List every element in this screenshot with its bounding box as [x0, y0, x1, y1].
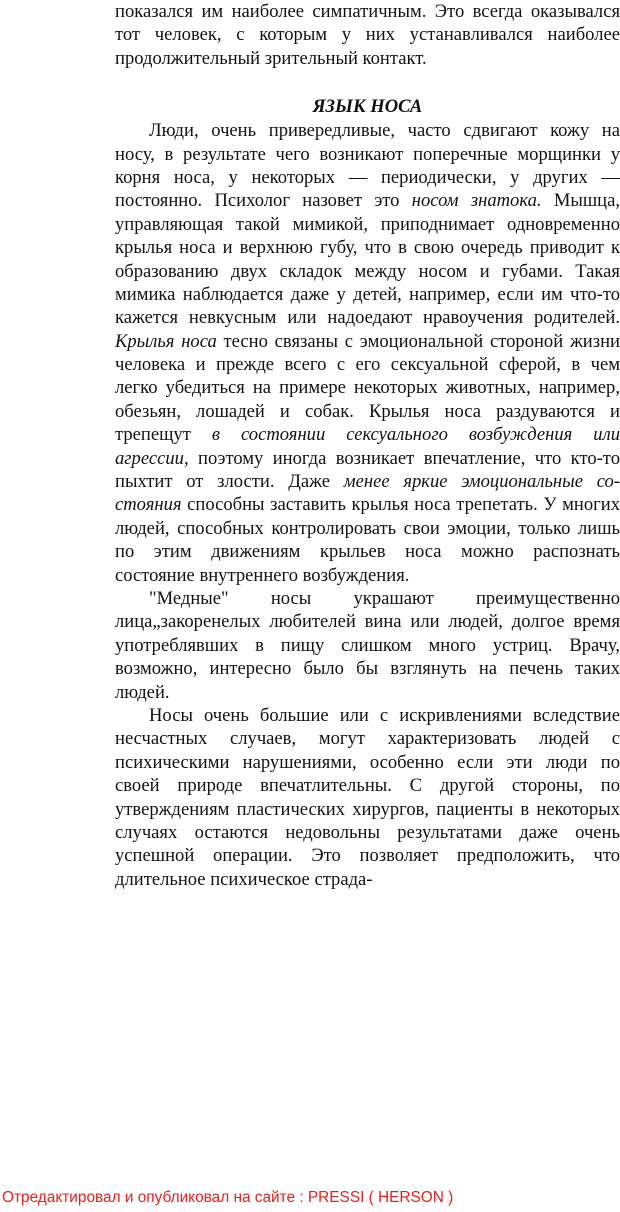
text-line: людей.: [115, 681, 170, 703]
section-heading: ЯЗЫК НОСА: [312, 96, 423, 118]
text-line: агрессии, поэтому иногда возникает впечатление, что кто-то: [115, 447, 620, 469]
text-line: корня носа, у некоторых — периодически, у других —: [115, 166, 620, 188]
paragraph-3: [115, 704, 620, 891]
text-line: тот человек, с которым у них устанавливался наиболее: [115, 24, 620, 46]
text-line: легко убедиться на примере некоторых животных, например,: [115, 377, 620, 399]
text-line: успешной операции. Это позволяет предположить, что: [115, 845, 620, 867]
text-line: кажется невкусным или надоедают нравоучения родителей.: [115, 307, 620, 329]
text-line: случаях остаются недовольны результатами даже очень: [115, 821, 620, 843]
text-line: состояние внутреннего возбуждения.: [115, 564, 410, 586]
text-line: людей, способных контролировать свои эмоции, только лишь: [115, 517, 620, 539]
text-line: несчастных случаев, могут характеризовать людей с: [115, 728, 620, 750]
text-line: Крылья носа тесно связаны с эмоциональной стороной жизни: [115, 330, 620, 352]
italic-term: Крылья носа: [115, 330, 217, 352]
text-line: носу, в результате чего возникают поперечные морщинки у: [115, 143, 620, 165]
italic-term: менее яркие эмоциональные со-: [343, 471, 620, 493]
text-line: лица„закоренелых любителей вина или людей, долгое время: [115, 611, 620, 633]
text-line: управляющая такой мимикой, приподнимает одновременно: [115, 213, 620, 235]
text-line: утверждениям пластических хирургов, пациенты в некоторых: [115, 798, 620, 820]
text-line: показался им наиболее симпатичным. Это всегда оказывался: [115, 1, 620, 22]
text-line: психическими нарушениями, особенно если эти люди по: [115, 751, 620, 773]
intro-paragraph: [115, 0, 620, 70]
paragraph-2: [115, 587, 620, 704]
text-line: стояния способны заставить крылья носа трепетать. У многих: [115, 494, 620, 516]
text-line: своей природе впечатлительны. С другой стороны, по: [115, 775, 620, 797]
italic-term: носом знатока.: [411, 190, 542, 212]
text-line: человека и прежде всего с его сексуальной сферой, в чем: [115, 354, 620, 376]
text-line: крылья носа и верхнюю губу, что в свою очередь приводит к: [115, 237, 620, 259]
document-page: [115, 0, 620, 891]
text-line: обезьян, лошадей и собак. Крылья носа раздуваются и: [115, 400, 620, 422]
footer-credit: Отредактировал и опубликовал на сайте : PRESSI ( HERSON ): [2, 1189, 454, 1206]
text-line: продолжительный зрительный контакт.: [115, 47, 427, 69]
italic-term: в состоянии сексуального возбуждения или: [211, 424, 620, 446]
text-line: по этим движениям крыльев носа можно распознать: [115, 541, 620, 563]
text-line: Носы очень большие или с искривлениями вследствие: [149, 704, 620, 726]
text-line: мимика наблюдается даже у детей, например, если им что-то: [115, 283, 620, 305]
text-line: "Медные" носы украшают преимущественно: [149, 587, 620, 609]
paragraph-1: [115, 119, 620, 587]
text-line: возможно, интересно было бы взглянуть на печень таких: [115, 658, 620, 680]
italic-term: стояния: [115, 494, 182, 516]
text-line: образованию двух складок между носом и губами. Такая: [115, 260, 620, 282]
text-line: Люди, очень привередливые, часто сдвигают кожу на: [149, 120, 620, 142]
text-line: пыхтит от злости. Даже менее яркие эмоциональные со-: [115, 471, 620, 493]
text-line: трепещут в состоянии сексуального возбуждения или: [115, 424, 620, 446]
text-line: употреблявших в пищу слишком много устриц. Врачу,: [115, 634, 620, 656]
text-line: постоянно. Психолог назовет это носом знатока. Мышца,: [115, 190, 620, 212]
italic-term: агрессии,: [115, 447, 189, 469]
text-line: длительное психическое страда-: [115, 868, 373, 890]
